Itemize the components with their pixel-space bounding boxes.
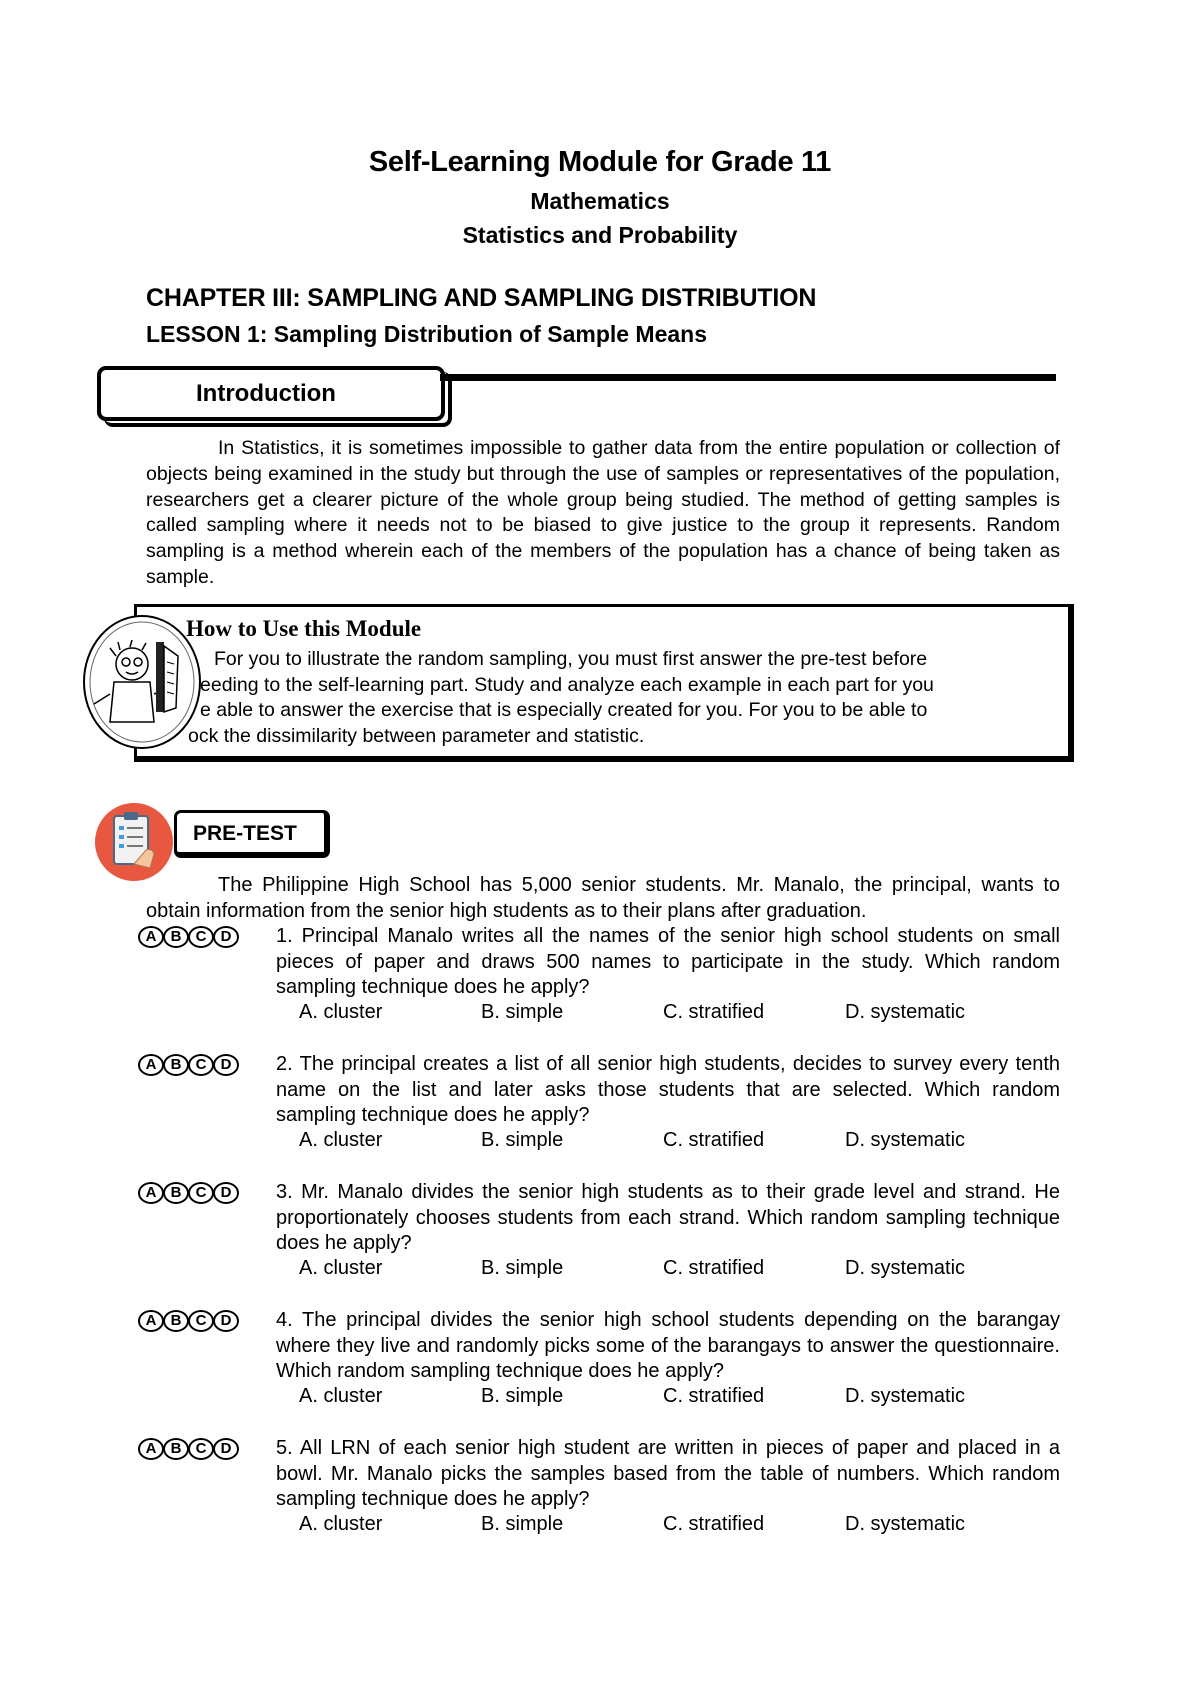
- introduction-label: Introduction: [196, 380, 336, 407]
- how-to-use-line: eeding to the self-learning part. Study and analyze each example in each part for you: [200, 673, 934, 696]
- choice-option: B. simple: [481, 1513, 564, 1535]
- choice-option: C. stratified: [663, 1257, 765, 1279]
- answer-bubble-d[interactable]: D: [213, 1438, 239, 1460]
- choice-option: B. simple: [481, 1385, 564, 1407]
- how-to-use-line: e able to answer the exercise that is especially created for you. For you to be able to: [200, 699, 928, 722]
- answer-bubble-d[interactable]: D: [213, 1054, 239, 1076]
- introduction-text: [146, 436, 1060, 591]
- answer-bubble-b[interactable]: B: [163, 926, 189, 948]
- how-to-use-title: How to Use this Module: [186, 616, 422, 641]
- subject-heading: Mathematics: [530, 188, 670, 214]
- choice-option: D. systematic: [845, 1257, 966, 1279]
- pretest-question-5: [0, 1436, 1200, 1556]
- choice-option: A. cluster: [299, 1129, 383, 1151]
- answer-bubbles: [138, 1310, 238, 1332]
- answer-bubbles: [138, 1182, 238, 1204]
- chapter-heading: CHAPTER III: SAMPLING AND SAMPLING DISTRIBUTION: [146, 284, 817, 312]
- pretest-intro: [146, 873, 1060, 924]
- choice-option: A. cluster: [299, 1001, 383, 1023]
- question-text: 4. The principal divides the senior high school students depending on the barangay where they live and randomly picks some of the barangays to answer the questionnaire. Which random sampling technique does he apply?: [276, 1309, 1060, 1383]
- choice-option: B. simple: [481, 1129, 564, 1151]
- choice-option: C. stratified: [663, 1129, 765, 1151]
- answer-bubbles: [138, 926, 238, 948]
- answer-bubble-c[interactable]: C: [188, 1054, 214, 1076]
- answer-bubble-d[interactable]: D: [213, 926, 239, 948]
- choice-option: A. cluster: [299, 1257, 383, 1279]
- how-to-use-line: For you to illustrate the random sampling, you must first answer the pre-test before: [214, 648, 928, 670]
- choice-option: D. systematic: [845, 1513, 966, 1535]
- answer-bubble-c[interactable]: C: [188, 1182, 214, 1204]
- choice-option: C. stratified: [663, 1513, 765, 1535]
- answer-bubble-d[interactable]: D: [213, 1310, 239, 1332]
- question-text: 2. The principal creates a list of all senior high students, decides to survey every tenth name on the list and later asks those students that are selected. Which random sampling technique does he apply?: [276, 1053, 1060, 1127]
- choice-option: A. cluster: [299, 1385, 383, 1407]
- clipboard-icon: [94, 802, 174, 882]
- section-divider: [440, 374, 1056, 381]
- answer-bubble-a[interactable]: A: [138, 1054, 164, 1076]
- answer-bubble-b[interactable]: B: [163, 1182, 189, 1204]
- pretest-label: PRE-TEST: [193, 822, 297, 845]
- question-text: 5. All LRN of each senior high student are written in pieces of paper and placed in a bowl. Mr. Manalo picks the samples based from the table of numbers. Which random sampling technique does he apply?: [276, 1437, 1060, 1511]
- answer-bubble-a[interactable]: A: [138, 1310, 164, 1332]
- pretest-intro-paragraph: The Philippine High School has 5,000 senior students. Mr. Manalo, the principal, wants to obtain information from the senior high students as to their plans after graduation.: [146, 874, 1060, 922]
- module-title: Self-Learning Module for Grade 11: [368, 146, 832, 178]
- how-to-use-line: ock the dissimilarity between parameter and statistic.: [188, 724, 645, 747]
- answer-bubble-c[interactable]: C: [188, 1438, 214, 1460]
- introduction-paragraph: In Statistics, it is sometimes impossible to gather data from the entire population or collection of objects being examined in the study but through the use of samples or representatives of the population, researchers get a clearer picture of the whole group being studied. The method of getting samples is called sampling where it needs not to be biased to give justice to the group it represents. Random sampling is a method wherein each of the members of the population has a chance of being taken as sample.: [146, 437, 1060, 588]
- answer-bubble-b[interactable]: B: [163, 1054, 189, 1076]
- answer-bubble-b[interactable]: B: [163, 1438, 189, 1460]
- answer-bubble-a[interactable]: A: [138, 1182, 164, 1204]
- choice-option: D. systematic: [845, 1001, 966, 1023]
- how-to-use-text: [186, 647, 1052, 749]
- course-heading: Statistics and Probability: [462, 222, 738, 248]
- answer-bubble-a[interactable]: A: [138, 1438, 164, 1460]
- choice-option: B. simple: [481, 1001, 564, 1023]
- question-text: 3. Mr. Manalo divides the senior high students as to their grade level and strand. He proportionately chooses students from each strand. Which random sampling technique does he apply?: [276, 1181, 1060, 1255]
- choice-option: D. systematic: [845, 1385, 966, 1407]
- pretest-question-2: [0, 1052, 1200, 1172]
- lesson-heading: LESSON 1: Sampling Distribution of Sample Means: [146, 321, 708, 347]
- pretest-question-1: [0, 924, 1200, 1044]
- choice-option: D. systematic: [845, 1129, 966, 1151]
- answer-bubble-c[interactable]: C: [188, 926, 214, 948]
- choice-option: B. simple: [481, 1257, 564, 1279]
- answer-bubble-a[interactable]: A: [138, 926, 164, 948]
- question-text: 1. Principal Manalo writes all the names of the senior high school students on small pieces of paper and draws 500 names to participate in the study. Which random sampling technique does he apply?: [276, 925, 1060, 999]
- answer-bubble-d[interactable]: D: [213, 1182, 239, 1204]
- answer-bubble-c[interactable]: C: [188, 1310, 214, 1332]
- choice-option: C. stratified: [663, 1001, 765, 1023]
- choice-option: C. stratified: [663, 1385, 765, 1407]
- choice-option: A. cluster: [299, 1513, 383, 1535]
- pretest-question-3: [0, 1180, 1200, 1300]
- answer-bubble-b[interactable]: B: [163, 1310, 189, 1332]
- answer-bubbles: [138, 1438, 238, 1460]
- answer-bubbles: [138, 1054, 238, 1076]
- pretest-question-4: [0, 1308, 1200, 1428]
